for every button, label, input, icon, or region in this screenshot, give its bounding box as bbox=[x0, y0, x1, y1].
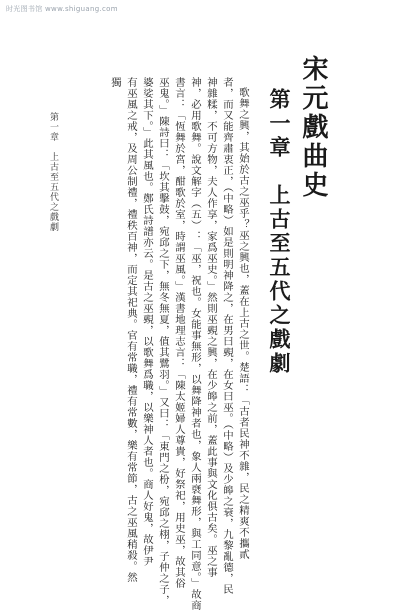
body-line: 神，必用歌舞。說文解字（五）：「巫，祝也。女能事無形，以舞降神者也，象人兩褎舞形，與工同意。」故商 bbox=[189, 77, 201, 611]
running-footer: 第一章 上古至五代之戲劇 bbox=[48, 112, 58, 232]
body-line: 婆娑其下。」此其風也。鄭氏詩譜亦云。是古之巫覡，以歌舞爲職，以樂神人者也。商人好鬼，故伊尹 bbox=[141, 77, 153, 567]
body-line: 者，而又能齊肅衷正，（中略）如是則明神降之，在男曰覡，在女曰巫。（中略）及少皞之衰，九黎亂德，民 bbox=[221, 77, 233, 595]
body-line: 歌舞之興，其始於古之巫乎？巫之興也，蓋在上古之世。楚語：「古者民神不雜，民之精爽不攜貳 bbox=[237, 87, 249, 560]
body-line: 書言：「恆舞於宮，酣歌於室，時謂巫風。」漢書地理志言：「陳太姬婦人尊貴，好祭祀，用史巫，故其俗 bbox=[173, 77, 185, 589]
chapter-title: 第一章 上古至五代之戲劇 bbox=[267, 88, 292, 376]
book-title: 宋元戲曲史 bbox=[298, 55, 328, 200]
body-line: 巫鬼。」陳詩曰：「坎其擊鼓，宛邱之下，無冬無夏，值其鷺羽。」又曰：「東門之枌，宛邱之栩，子仲之子， bbox=[157, 77, 169, 606]
body-line: 獨 bbox=[109, 77, 121, 88]
body-line: 神雜糅，不可方物，夫人作享，家爲巫史。」然則巫覡之興，在少皞之前，蓋此事與文化俱古矣。巫之事 bbox=[205, 77, 217, 578]
body-line: 有巫風之戒，及周公制禮，禮秩百神，而定其祀典。官有常職，禮有常數，樂有常節，古之巫風稍殺。然 bbox=[125, 77, 137, 583]
watermark: 时光图书馆 www.shiguang.com bbox=[6, 5, 118, 13]
